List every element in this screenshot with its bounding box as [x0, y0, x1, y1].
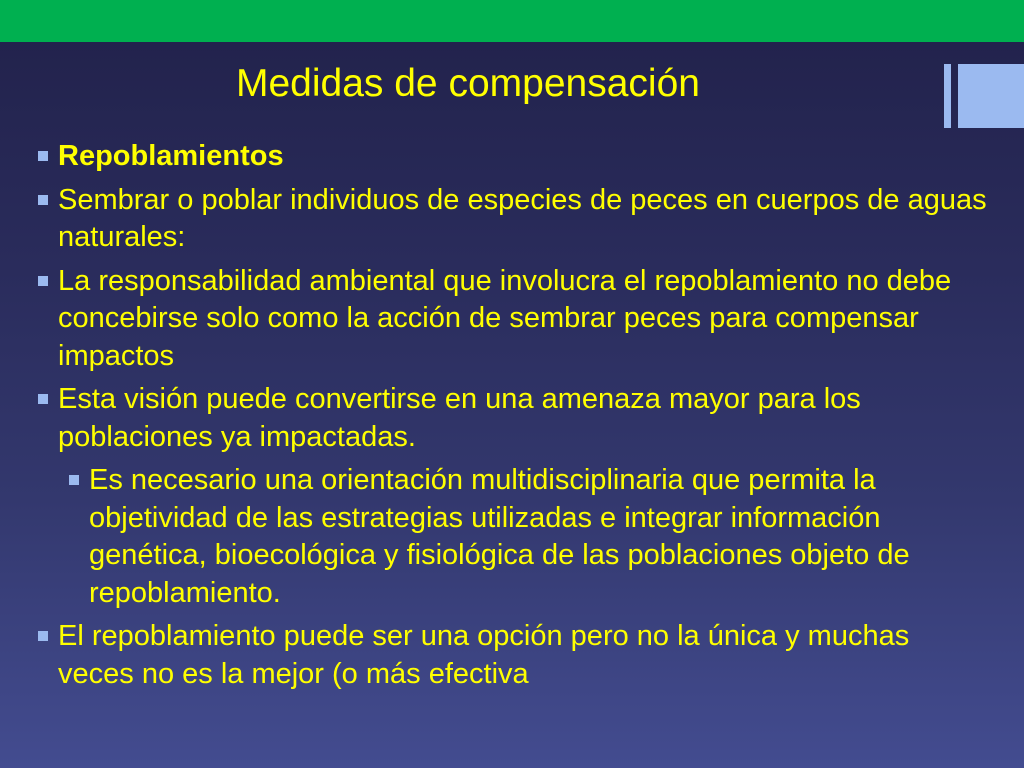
bullet-text: Esta visión puede convertirse en una amenaza mayor para los poblaciones ya impactadas. — [58, 383, 861, 453]
decorative-bar-thin — [944, 64, 951, 128]
decorative-bar-thick — [958, 64, 1024, 128]
bullet-square-icon — [69, 475, 79, 485]
bullet-text: Repoblamientos — [58, 140, 284, 172]
top-accent-bar — [0, 0, 1024, 42]
bullet-square-icon — [38, 276, 48, 286]
bullet-item — [0, 182, 988, 257]
bullet-text: Es necesario una orientación multidisciplinaria que permita la objetividad de las estrategias utilizadas e integrar información genética, bioecológica y fisiológica de las poblaciones objeto de repoblamiento. — [89, 464, 910, 609]
bullet-text: La responsabilidad ambiental que involucra el repoblamiento no debe concebirse solo como la acción de sembrar peces para compensar impactos — [58, 264, 952, 372]
bullet-square-icon — [38, 195, 48, 205]
bullet-text: Sembrar o poblar individuos de especies de peces en cuerpos de aguas naturales: — [58, 183, 987, 253]
slide-content — [0, 138, 1024, 699]
bullet-square-icon — [38, 151, 48, 161]
bullet-item — [0, 381, 988, 456]
bullet-text: El repoblamiento puede ser una opción pero no la única y muchas veces no es la mejor (o más efectiva — [58, 620, 910, 690]
bullet-square-icon — [38, 631, 48, 641]
bullet-item — [0, 618, 988, 693]
bullet-square-icon — [38, 394, 48, 404]
bullet-item — [0, 138, 988, 176]
bullet-item — [0, 263, 988, 376]
sub-bullet-item — [0, 462, 988, 612]
slide-title: Medidas de compensación — [236, 62, 700, 105]
